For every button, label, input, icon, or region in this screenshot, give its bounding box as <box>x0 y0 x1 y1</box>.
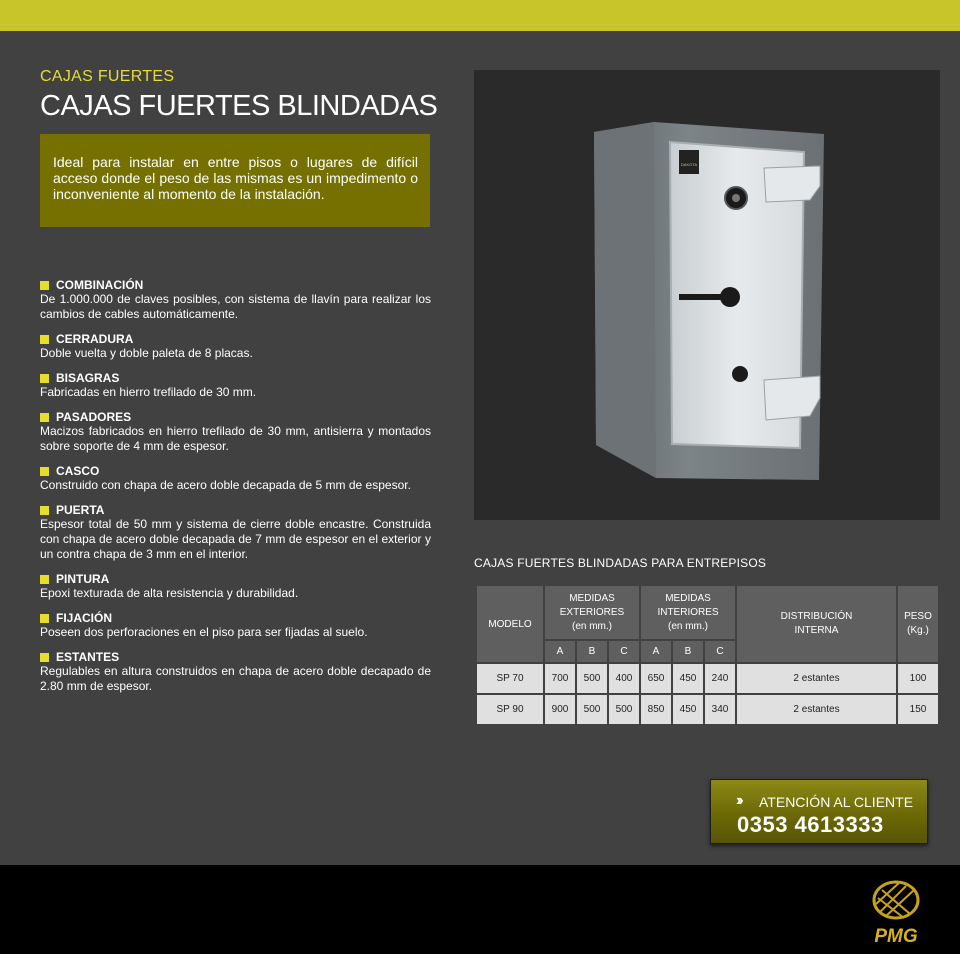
header-peso: PESO (Kg.) <box>898 586 938 662</box>
bullet-square-icon <box>40 575 49 584</box>
page-title: CAJAS FUERTES BLINDADAS <box>40 90 438 122</box>
feature-name: CASCO <box>56 464 100 478</box>
header-interior: MEDIDAS INTERIORES (en mm.) <box>641 586 735 639</box>
section-kicker: CAJAS FUERTES <box>40 68 175 85</box>
feature-item <box>40 572 431 601</box>
feature-desc: Construido con chapa de acero doble decapada de 5 mm de espesor. <box>40 478 411 492</box>
bullet-square-icon <box>40 653 49 662</box>
customer-service-button[interactable] <box>710 779 928 844</box>
product-photo <box>474 70 940 520</box>
svg-text:PMG: PMG <box>874 926 918 947</box>
feature-item <box>40 278 431 322</box>
feature-desc: Epoxi texturada de alta resistencia y durabilidad. <box>40 586 299 600</box>
header-distribucion: DISTRIBUCIÓN INTERNA <box>737 586 896 662</box>
intro-text: Ideal para instalar en entre pisos o lugares de difícil acceso donde el peso de las mismas es un impedimento o inconveniente al momento de la instalación. <box>53 154 418 202</box>
bullet-square-icon <box>40 614 49 623</box>
header-exterior: MEDIDAS EXTERIORES (en mm.) <box>545 586 639 639</box>
table-row: SP 70 700 500 400 650 450 240 2 estantes 100 <box>477 664 938 693</box>
bullet-square-icon <box>40 335 49 344</box>
feature-item <box>40 611 431 640</box>
feature-desc: Doble vuelta y doble paleta de 8 placas. <box>40 346 253 360</box>
feature-name: PINTURA <box>56 572 110 586</box>
feature-name: PASADORES <box>56 410 132 424</box>
feature-item <box>40 650 431 694</box>
feature-item <box>40 332 431 361</box>
feature-item <box>40 503 431 562</box>
specs-table: MODELO MEDIDAS EXTERIORES (en mm.) MEDIDAS INTERIORES (en mm.) DISTRIBUCIÓN INTERNA PESO (Kg.) A B C A B C SP 70 700 500 400 650 450 240 2 estantes 100 SP 90 900 500 500 850 450 340 2 estantes 150 <box>475 584 940 726</box>
feature-desc: Macizos fabricados en hierro trefilado de 30 mm, antisierra y montados sobre soporte de 4 mm de espesor. <box>40 424 431 453</box>
cta-phone: 0353 4613333 <box>737 812 884 837</box>
features-list <box>40 278 431 704</box>
feature-name: CERRADURA <box>56 332 134 346</box>
svg-text:DAKOTA: DAKOTA <box>680 162 698 167</box>
table-row: SP 90 900 500 500 850 450 340 2 estantes 150 <box>477 695 938 724</box>
feature-name: COMBINACIÓN <box>56 278 144 292</box>
footer <box>0 865 960 954</box>
bullet-square-icon <box>40 413 49 422</box>
header-modelo: MODELO <box>477 586 543 662</box>
feature-item <box>40 410 431 454</box>
feature-name: ESTANTES <box>56 650 120 664</box>
feature-name: FIJACIÓN <box>56 611 113 625</box>
bullet-square-icon <box>40 374 49 383</box>
safe-photo-icon <box>474 70 940 520</box>
bullet-square-icon <box>40 281 49 290</box>
top-bar <box>0 0 960 31</box>
brand-logo[interactable] <box>858 878 934 948</box>
pmg-logo-icon <box>858 878 934 948</box>
feature-desc: Poseen dos perforaciones en el piso para ser fijadas al suelo. <box>40 625 368 639</box>
cta-label: ATENCIÓN AL CLIENTE <box>759 794 914 810</box>
intro-box <box>40 134 430 227</box>
bullet-square-icon <box>40 506 49 515</box>
feature-desc: De 1.000.000 de claves posibles, con sistema de llavín para realizar los cambios de cables automáticamente. <box>40 292 431 321</box>
feature-name: PUERTA <box>56 503 105 517</box>
table-title: CAJAS FUERTES BLINDADAS PARA ENTREPISOS <box>474 556 767 570</box>
keyhole-icon <box>732 366 748 382</box>
double-chevron-right-icon: ›› <box>736 792 741 809</box>
feature-desc: Espesor total de 50 mm y sistema de cierre doble encastre. Construida con chapa de acero doble decapada de 7 mm de espesor en el exterior y un contra chapa de 3 mm en el interior. <box>40 517 431 561</box>
feature-desc: Regulables en altura construidos en chapa de acero doble decapado de 2.80 mm de espesor. <box>40 664 431 693</box>
bullet-square-icon <box>40 467 49 476</box>
feature-item <box>40 464 431 493</box>
feature-desc: Fabricadas en hierro trefilado de 30 mm. <box>40 385 257 399</box>
feature-item <box>40 371 431 400</box>
feature-name: BISAGRAS <box>56 371 120 385</box>
